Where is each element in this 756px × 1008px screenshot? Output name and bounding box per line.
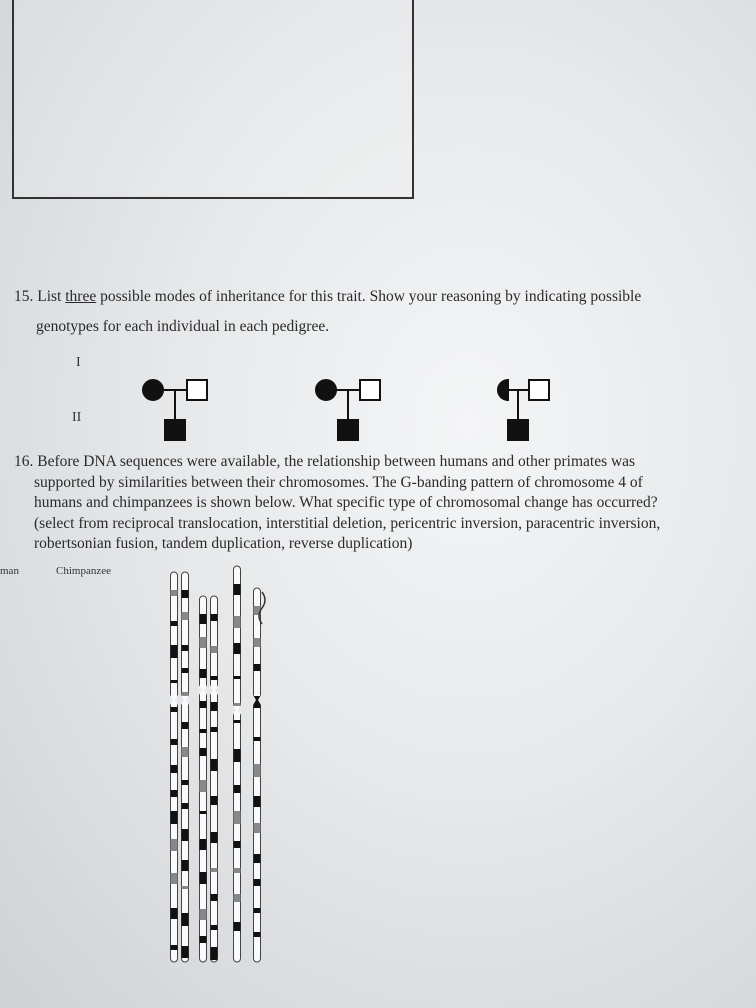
question-16-line-4: (select from reciprocal translocation, interstitial deletion, pericentric inversion, paracentric inversion,: [34, 514, 661, 532]
chromosome-outline: [182, 572, 189, 962]
question-15-line-2: genotypes for each individual in each pedigree.: [36, 318, 330, 335]
question-15-text-after: possible modes of inheritance for this trait. Show your reasoning by indicating possible: [100, 288, 642, 305]
chromosome-band: [254, 796, 261, 807]
chromosome-band: [200, 780, 207, 792]
chromosome-band: [171, 739, 178, 745]
chromosome-band: [200, 936, 207, 943]
chromosome-band: [182, 829, 189, 841]
chromosome-3: [199, 596, 208, 962]
chromosome-band: [211, 614, 218, 621]
chromosome-band: [234, 720, 241, 723]
chromosome-band: [234, 703, 241, 706]
chromosome-band: [254, 764, 261, 777]
chromosome-band: [211, 727, 218, 732]
chromosome-band: [171, 765, 178, 773]
chromosome-band: [171, 839, 178, 851]
chromosome-band: [211, 759, 218, 771]
chromosome-band: [182, 668, 189, 673]
chromosome-2: [181, 572, 190, 962]
chromosome-band: [211, 894, 218, 901]
chromosome-band: [211, 676, 218, 680]
chromosome-band: [182, 780, 189, 785]
chromosome-outline: [200, 596, 207, 962]
generation-label-1: I: [76, 355, 81, 370]
chromosome-band: [234, 922, 241, 931]
chromosome-band: [200, 701, 207, 708]
chromosome-band: [254, 737, 261, 741]
question-16-line-3: humans and chimpanzees is shown below. What specific type of chromosomal change has occurred?: [34, 494, 658, 511]
chromosome-6: [253, 588, 262, 962]
chromosome-band: [182, 860, 189, 871]
chromosome-band: [171, 945, 178, 950]
question-15-text-before: List: [37, 288, 62, 305]
chromosome-band: [254, 908, 261, 913]
chromosome-band: [171, 811, 178, 824]
chromosome-band: [234, 894, 241, 902]
chromosome-band: [200, 637, 207, 648]
chromosome-band: [182, 645, 189, 651]
human-label: man: [0, 565, 19, 577]
chromosome-band: [211, 947, 218, 960]
generation-label-2: II: [72, 410, 82, 425]
chromosome-band: [254, 823, 261, 833]
chromosome-band: [211, 796, 218, 805]
chromosome-band: [182, 590, 189, 598]
chromosome-band: [182, 692, 189, 696]
chromosome-band: [200, 729, 207, 733]
chromosome-band: [171, 645, 178, 658]
chromosome-band: [171, 908, 178, 919]
chromosome-band: [200, 614, 207, 624]
chromosome-4: [210, 596, 219, 962]
chromosome-band: [182, 886, 189, 889]
chromosome-band: [211, 702, 218, 711]
chromosome-band: [211, 925, 218, 930]
question-15-number: 15.: [14, 288, 34, 305]
chromosome-band: [234, 841, 241, 848]
chromosome-band: [234, 676, 241, 679]
chromosome-band: [182, 913, 189, 926]
chromosome-band: [254, 854, 261, 863]
chromosome-band: [254, 664, 261, 671]
chromosome-band: [234, 749, 241, 762]
chromosome-band: [211, 868, 218, 872]
chromosome-5: [233, 566, 242, 962]
chromosome-band: [182, 747, 189, 757]
chromosome-band: [211, 646, 218, 653]
chromosome-band: [234, 868, 241, 873]
chimpanzee-label: Chimpanzee: [56, 565, 111, 577]
chromosome-band: [171, 873, 178, 884]
question-16-line-2: supported by similarities between their chromosomes. The G-banding pattern of chromosome 4 of: [34, 473, 643, 491]
chromosome-band: [182, 722, 189, 729]
chromosome-band: [234, 584, 241, 595]
chromosome-band: [171, 790, 178, 797]
chromosome-band: [234, 643, 241, 654]
chromosome-band: [171, 621, 178, 626]
chromosome-band: [200, 839, 207, 850]
question-16-line-1: Before DNA sequences were available, the relationship between humans and other primates was: [37, 453, 636, 470]
chromosome-band: [182, 612, 189, 620]
chromosome-1: [170, 572, 179, 962]
question-16-line-5: robertsonian fusion, tandem duplication, reverse duplication): [34, 535, 413, 552]
chromosome-band: [200, 811, 207, 814]
chromosome-band: [171, 680, 178, 683]
chromosome-band: [200, 748, 207, 756]
chromosome-band: [200, 909, 207, 920]
chromosome-band: [182, 946, 189, 958]
chromosome-band: [234, 616, 241, 628]
chromosome-band: [254, 879, 261, 886]
chromosome-band: [200, 872, 207, 884]
chromosome-band: [171, 590, 178, 596]
chromosome-band: [254, 638, 261, 647]
question-15-underlined-word: three: [65, 288, 97, 305]
chromosome-band: [182, 803, 189, 809]
chromosome-band: [171, 707, 178, 712]
chromosome-band: [234, 785, 241, 793]
chromosome-band: [234, 811, 241, 824]
chromosome-band: [200, 669, 207, 678]
chromosome-band: [211, 832, 218, 843]
chromosome-band: [254, 932, 261, 937]
question-16-number: 16.: [14, 453, 34, 470]
